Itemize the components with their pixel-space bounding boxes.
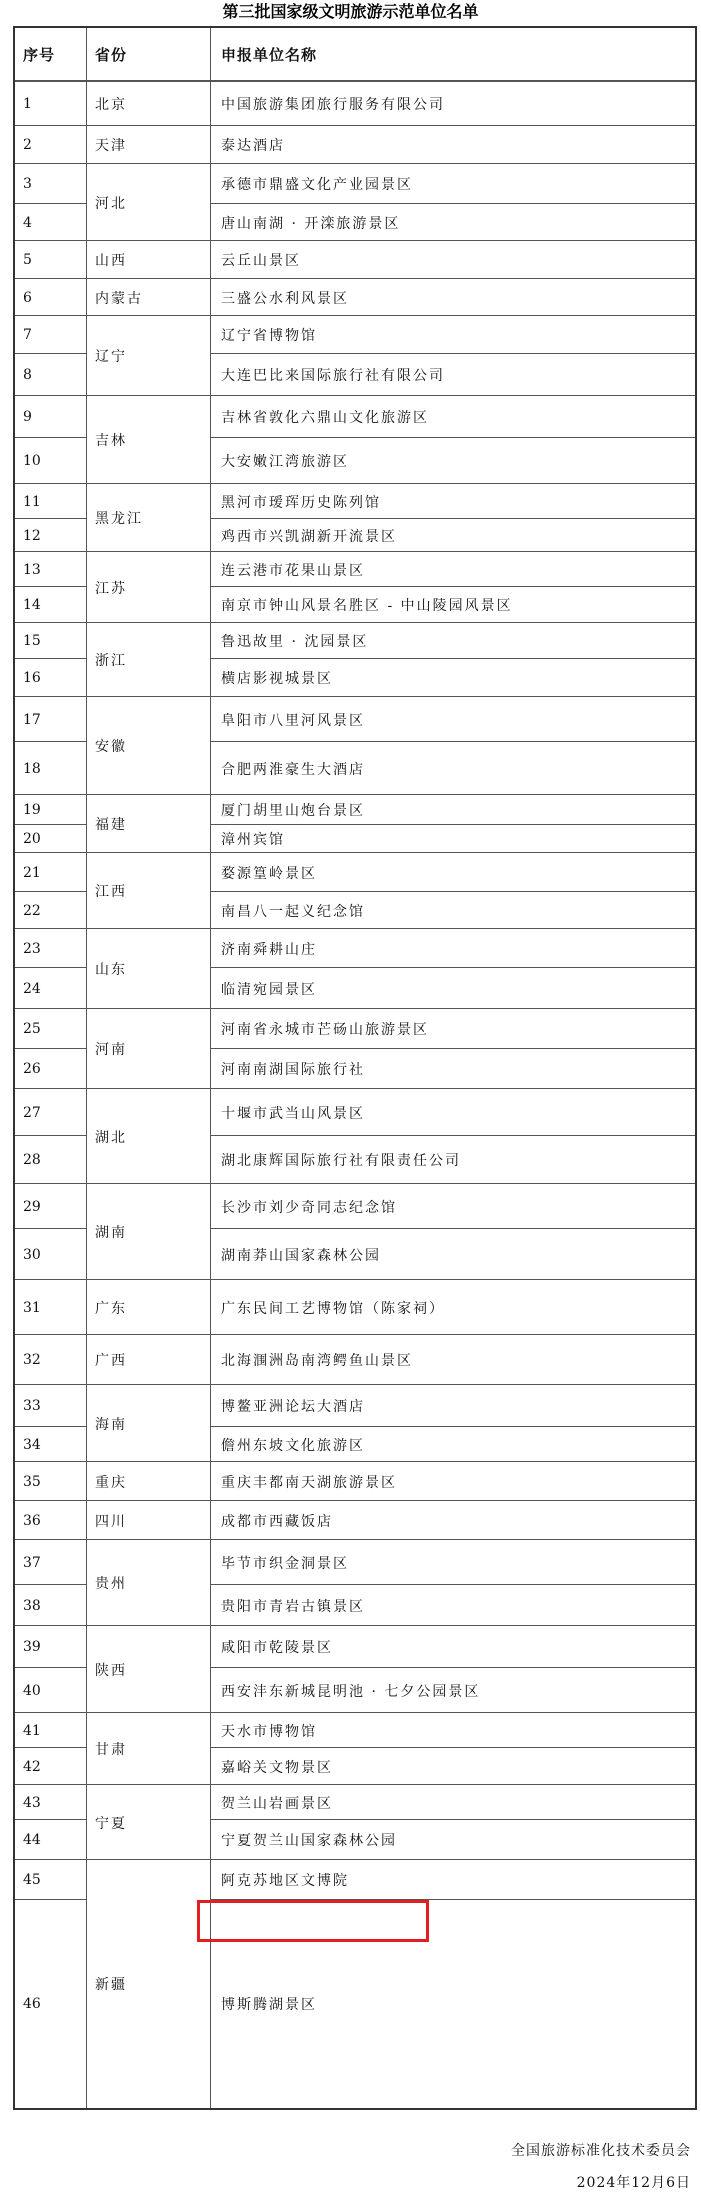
row-seq: 21: [23, 864, 41, 881]
row-unit-name: 广东民间工艺博物馆（陈家祠）: [221, 1300, 445, 1317]
row-unit-name: 吉林省敦化六鼎山文化旅游区: [221, 410, 429, 426]
province-cell: 宁夏: [95, 1815, 127, 1832]
province-cell: 甘肃: [95, 1742, 127, 1758]
row-seq: 23: [23, 940, 41, 957]
row-unit-name: 婺源篁岭景区: [221, 865, 317, 882]
row-seq: 25: [23, 1021, 41, 1037]
province-cell: 湖北: [95, 1129, 127, 1146]
province-cell: 河北: [95, 195, 127, 212]
row-seq: 7: [23, 327, 32, 343]
row-seq: 32: [23, 1352, 41, 1368]
row-unit-name: 漳州宾馆: [221, 832, 285, 848]
row-seq: 10: [23, 453, 41, 469]
header-seq: 序号: [23, 46, 56, 64]
row-unit-name: 长沙市刘少奇同志纪念馆: [221, 1199, 397, 1216]
row-unit-name: 贵阳市青岩古镇景区: [221, 1598, 365, 1615]
row-seq: 34: [23, 1436, 41, 1453]
row-unit-name: 阿克苏地区文博院: [221, 1873, 349, 1889]
row-unit-name: 横店影视城景区: [221, 671, 333, 687]
row-seq: 35: [23, 1473, 41, 1490]
row-unit-name: 厦门胡里山炮台景区: [221, 803, 365, 819]
row-unit-name: 南京市钟山风景名胜区 - 中山陵园风景区: [221, 598, 513, 614]
row-unit-name: 宁夏贺兰山国家森林公园: [221, 1833, 397, 1849]
row-seq: 43: [23, 1794, 41, 1811]
row-seq: 33: [23, 1398, 41, 1414]
row-seq: 12: [23, 527, 41, 544]
row-seq: 15: [23, 633, 41, 649]
row-unit-name: 重庆丰都南天湖旅游景区: [221, 1474, 397, 1491]
row-seq: 46: [23, 1996, 41, 2012]
row-unit-name: 河南省永城市芒砀山旅游景区: [221, 1022, 429, 1038]
province-cell: 重庆: [95, 1474, 127, 1491]
province-cell: 浙江: [95, 653, 127, 669]
row-unit-name: 黑河市瑷珲历史陈列馆: [221, 494, 381, 511]
row-unit-name: 咸阳市乾陵景区: [221, 1640, 333, 1656]
row-seq: 4: [23, 214, 32, 231]
row-seq: 39: [23, 1639, 41, 1655]
row-unit-name: 毕节市织金洞景区: [221, 1555, 349, 1572]
row-seq: 22: [23, 902, 41, 919]
row-unit-name: 云丘山景区: [221, 253, 301, 269]
row-unit-name: 西安沣东新城昆明池 · 七夕公园景区: [221, 1683, 481, 1700]
row-unit-name: 合肥两淮豪生大酒店: [221, 761, 365, 778]
province-cell: 安徽: [95, 739, 127, 755]
footer-organization: 全国旅游标准化技术委员会: [511, 2143, 691, 2159]
row-seq: 8: [23, 367, 32, 383]
province-cell: 海南: [95, 1416, 127, 1433]
row-seq: 45: [23, 1872, 41, 1888]
province-cell: 天津: [95, 138, 127, 154]
row-unit-name: 成都市西藏饭店: [221, 1513, 333, 1530]
province-cell: 福建: [95, 817, 127, 833]
row-seq: 36: [23, 1512, 41, 1529]
row-unit-name: 济南舜耕山庄: [221, 941, 317, 958]
row-seq: 42: [23, 1758, 41, 1775]
header-province: 省份: [95, 46, 128, 64]
row-unit-name: 唐山南湖 · 开滦旅游景区: [221, 215, 401, 232]
row-seq: 19: [23, 802, 41, 818]
row-seq: 18: [23, 760, 41, 777]
row-seq: 1: [23, 95, 32, 112]
row-seq: 31: [23, 1299, 41, 1316]
province-cell: 河南: [95, 1042, 127, 1058]
row-seq: 26: [23, 1061, 41, 1077]
row-unit-name: 南昌八一起义纪念馆: [221, 903, 365, 920]
row-seq: 28: [23, 1152, 41, 1168]
province-cell: 广西: [95, 1353, 127, 1369]
highlight-box: [197, 1900, 429, 1942]
row-unit-name: 辽宁省博物馆: [221, 328, 317, 344]
row-seq: 17: [23, 711, 41, 728]
row-seq: 44: [23, 1832, 41, 1848]
row-seq: 13: [23, 561, 41, 578]
row-unit-name: 大连巴比来国际旅行社有限公司: [221, 368, 445, 384]
row-unit-name: 博鳌亚洲论坛大酒店: [221, 1399, 365, 1415]
row-unit-name: 贺兰山岩画景区: [221, 1795, 333, 1812]
row-unit-name: 儋州东坡文化旅游区: [221, 1437, 365, 1454]
row-seq: 24: [23, 980, 41, 997]
row-unit-name: 三盛公水利风景区: [221, 290, 349, 307]
row-seq: 37: [23, 1554, 41, 1571]
province-cell: 广东: [95, 1300, 127, 1317]
units-table: [13, 26, 697, 2110]
province-cell: 吉林: [95, 433, 127, 449]
row-seq: 14: [23, 597, 41, 613]
row-unit-name: 鲁迅故里 · 沈园景区: [221, 634, 369, 650]
row-unit-name: 连云港市花果山景区: [221, 562, 365, 579]
province-cell: 四川: [95, 1513, 127, 1530]
row-unit-name: 大安嫩江湾旅游区: [221, 454, 349, 470]
row-seq: 11: [23, 493, 41, 510]
province-cell: 陕西: [95, 1662, 127, 1679]
province-cell: 山东: [95, 962, 127, 978]
row-unit-name: 中国旅游集团旅行服务有限公司: [221, 96, 445, 113]
footer-date: 2024年12月6日: [576, 2175, 691, 2191]
province-cell: 北京: [95, 96, 127, 113]
row-unit-name: 阜阳市八里河风景区: [221, 712, 365, 729]
row-seq: 2: [23, 137, 32, 153]
row-seq: 27: [23, 1104, 41, 1121]
row-seq: 40: [23, 1682, 41, 1699]
row-unit-name: 承德市鼎盛文化产业园景区: [221, 177, 413, 193]
row-seq: 9: [23, 409, 32, 425]
row-unit-name: 河南南湖国际旅行社: [221, 1062, 365, 1078]
row-seq: 20: [23, 831, 41, 847]
row-seq: 16: [23, 670, 41, 686]
row-seq: 5: [23, 252, 32, 268]
row-seq: 38: [23, 1597, 41, 1614]
row-unit-name: 临清宛园景区: [221, 981, 317, 998]
province-cell: 湖南: [95, 1225, 127, 1241]
row-unit-name: 湖北康辉国际旅行社有限责任公司: [221, 1153, 461, 1169]
row-seq: 29: [23, 1198, 41, 1215]
row-unit-name: 博斯腾湖景区: [221, 1997, 317, 2013]
province-cell: 江西: [95, 884, 127, 900]
row-seq: 6: [23, 289, 32, 306]
row-seq: 3: [23, 176, 32, 192]
province-cell: 黑龙江: [95, 511, 143, 527]
row-unit-name: 湖南莽山国家森林公园: [221, 1247, 381, 1264]
row-unit-name: 鸡西市兴凯湖新开流景区: [221, 528, 397, 545]
province-cell: 山西: [95, 253, 127, 269]
row-unit-name: 嘉峪关文物景区: [221, 1759, 333, 1776]
row-unit-name: 北海涠洲岛南湾鳄鱼山景区: [221, 1353, 413, 1369]
row-seq: 30: [23, 1246, 41, 1263]
row-unit-name: 泰达酒店: [221, 138, 285, 154]
province-cell: 江苏: [95, 580, 127, 597]
header-unit: 申报单位名称: [221, 46, 318, 64]
province-cell: 新疆: [95, 1977, 127, 1993]
row-seq: 41: [23, 1722, 41, 1739]
province-cell: 贵州: [95, 1576, 127, 1592]
province-cell: 辽宁: [95, 349, 127, 365]
row-unit-name: 天水市博物馆: [221, 1723, 317, 1740]
document-title: 第三批国家级文明旅游示范单位名单: [222, 2, 479, 21]
row-unit-name: 十堰市武当山风景区: [221, 1105, 365, 1122]
province-cell: 内蒙古: [95, 290, 143, 307]
